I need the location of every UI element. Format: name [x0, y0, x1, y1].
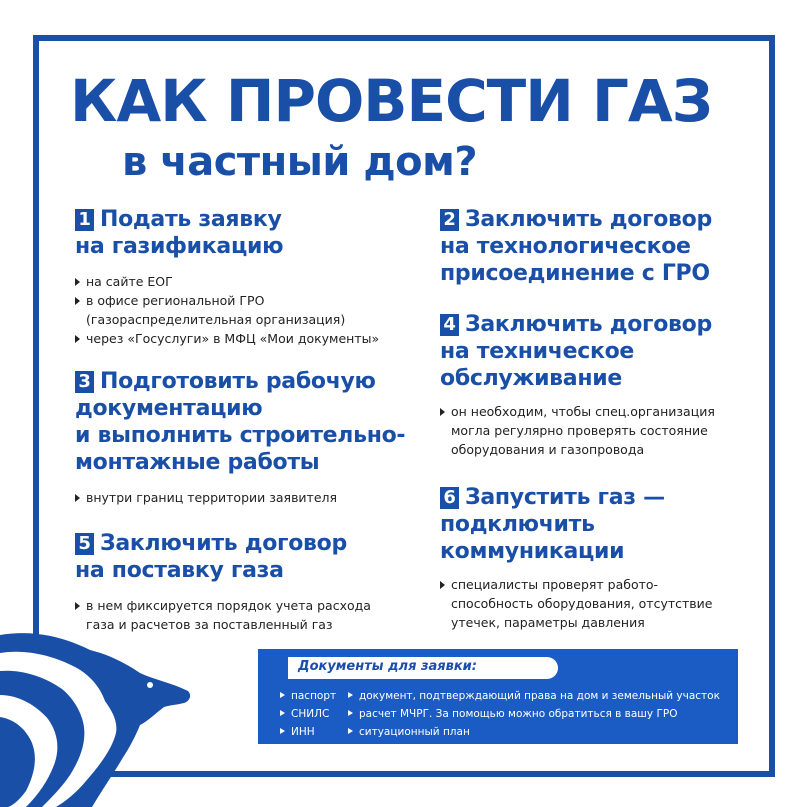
list-item: газа и расчетов за поставленный газ: [86, 617, 333, 632]
list-item: способность оборудования, отсутствие: [451, 596, 713, 611]
list-item: СНИЛС: [280, 705, 336, 723]
list-item: специалисты проверят работо-: [440, 575, 712, 594]
step-heading: 2 Заключить договор на технологическое присоединение с ГРО: [440, 207, 712, 286]
bullet-marker-icon: [75, 278, 80, 286]
documents-title: Документы для заявки:: [298, 659, 477, 674]
bear-logo-icon: [0, 625, 200, 807]
title-sub: в частный дом?: [122, 139, 478, 185]
list-item: ситуационный план: [348, 723, 720, 741]
documents-list-right: [348, 687, 720, 741]
bullet-marker-icon: [348, 692, 353, 698]
list-item: ИНН: [280, 723, 336, 741]
step-number-badge: 4: [440, 314, 459, 336]
bullet-marker-icon: [440, 408, 445, 416]
step-1: [75, 206, 379, 348]
list-item: (газораспределительная организация): [86, 312, 346, 327]
bullet-marker-icon: [348, 728, 353, 734]
step-heading: 3 Подготовить рабочую документацию и выполнить строительно- монтажные работы: [75, 369, 406, 475]
list-item: документ, подтверждающий права на дом и земельный участок: [348, 687, 720, 705]
step-3: [75, 368, 405, 507]
step-2: [440, 206, 712, 287]
bullet-marker-icon: [348, 710, 353, 716]
step-number-badge: 3: [75, 371, 94, 393]
documents-list-left: [280, 687, 336, 741]
step-heading: 1 Подать заявку на газификацию: [75, 207, 284, 259]
bullet-marker-icon: [75, 602, 80, 610]
list-item: на сайте ЕОГ: [75, 272, 379, 291]
step-heading: 6 Запустить газ — подключить коммуникации: [440, 485, 665, 564]
documents-panel: [258, 649, 738, 744]
step-number-badge: 5: [75, 533, 94, 555]
title-main: КАК ПРОВЕСТИ ГАЗ: [70, 67, 712, 135]
list-item: внутри границ территории заявителя: [75, 488, 405, 507]
step-number-badge: 2: [440, 209, 459, 231]
list-item: паспорт: [280, 687, 336, 705]
step-heading: 5 Заключить договор на поставку газа: [75, 531, 347, 583]
list-item: могла регулярно проверять состояние: [451, 423, 708, 438]
bullet-marker-icon: [440, 581, 445, 589]
list-item: он необходим, чтобы спец.организация: [440, 402, 715, 421]
list-item: в нем фиксируется порядок учета расхода: [75, 596, 371, 615]
bullet-marker-icon: [280, 728, 285, 734]
list-item: расчет МЧРГ. За помощью можно обратиться в вашу ГРО: [348, 705, 720, 723]
list-item: утечек, параметры давления: [451, 615, 645, 630]
step-heading: 4 Заключить договор на техническое обслуживание: [440, 312, 712, 391]
bullet-marker-icon: [280, 692, 285, 698]
bullet-marker-icon: [75, 335, 80, 343]
step-6: [440, 484, 712, 632]
list-item: в офисе региональной ГРО: [75, 291, 379, 310]
bullet-marker-icon: [75, 297, 80, 305]
list-item: оборудования и газопровода: [451, 442, 645, 457]
step-number-badge: 1: [75, 209, 94, 231]
bullet-marker-icon: [75, 494, 80, 502]
step-5: [75, 530, 371, 634]
step-4: [440, 311, 715, 459]
step-number-badge: 6: [440, 487, 459, 509]
bullet-marker-icon: [280, 710, 285, 716]
list-item: через «Госуслуги» в МФЦ «Мои документы»: [75, 329, 379, 348]
